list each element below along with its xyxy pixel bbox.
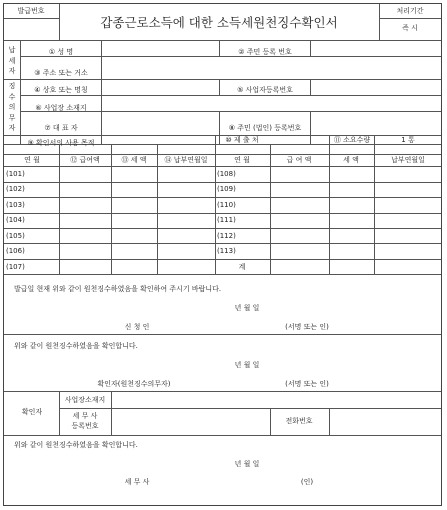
purpose-label: ⑨ 확인서의 사용 목적 — [27, 139, 95, 147]
name-field[interactable] — [102, 41, 218, 56]
business-number-field[interactable] — [311, 80, 440, 95]
company-name-field[interactable] — [102, 80, 218, 95]
col-salary-left: ⑫ 급여액 — [70, 156, 100, 164]
table-row-label: (111) — [217, 216, 236, 224]
form-title: 갑종근로소득에 대한 소득세원천징수확인서 — [100, 15, 338, 30]
confirmer-sign: (서명 또는 인) — [285, 380, 329, 388]
confirmer-bizaddr-field[interactable] — [112, 392, 440, 407]
confirm-text: 위와 같이 원천징수하였음을 확인합니다. — [14, 342, 138, 350]
confirm-date: 년 월 일 — [234, 361, 260, 369]
col-paydate-right: 납부연월일 — [391, 156, 425, 164]
col-salary-right: 급 여 액 — [286, 156, 312, 164]
issue-number-label: 발급번호 — [17, 7, 45, 15]
corp-number-label: ⑧ 주민 (법인) 등록번호 — [228, 124, 302, 132]
processing-period-value: 즉 시 — [402, 24, 418, 32]
address-label: ③ 주소 또는 거소 — [34, 69, 88, 77]
table-row-label: (104) — [6, 216, 25, 224]
submit-to-field[interactable] — [270, 136, 328, 144]
business-number-label: ⑤ 사업자등록번호 — [237, 86, 293, 94]
confirmer-bizaddr-label: 사업장소재지 — [64, 396, 106, 404]
applicant-field[interactable] — [164, 320, 274, 332]
confirm2-text: 위와 같이 원천징수하였음을 확인합니다. — [14, 441, 138, 449]
taxagent-regno-field[interactable] — [112, 409, 269, 434]
name-label: ① 성 명 — [48, 48, 74, 56]
confirmer-label: 확인자(원천징수의무자) — [97, 380, 171, 388]
quantity-label: ⑪ 소요수량 — [333, 136, 371, 144]
submit-to-label: ⑩ 제 출 처 — [225, 136, 259, 144]
rrn-label: ② 주민 등록 번호 — [238, 48, 292, 56]
confirm2-date: 년 월 일 — [234, 460, 260, 468]
confirmer-section-label: 확인자 — [21, 408, 43, 416]
table-row-label: (103) — [6, 201, 25, 209]
business-address-label: ⑥ 사업장 소재지 — [35, 104, 87, 112]
issue-number-field[interactable] — [4, 19, 59, 40]
taxagent-name-field[interactable] — [164, 475, 274, 487]
phone-field[interactable] — [330, 409, 440, 434]
taxagent-label: 세 무 사 — [124, 478, 150, 486]
col-yearmonth-right: 연 월 — [234, 156, 250, 164]
company-name-label: ④ 상호 또는 명칭 — [34, 86, 88, 94]
phone-label: 전화번호 — [285, 417, 313, 425]
table-row-label: (101) — [6, 170, 25, 178]
table-row-label: (108) — [217, 170, 236, 178]
table-row-label: (106) — [6, 247, 25, 255]
table-row-label: (109) — [217, 185, 236, 193]
business-address-field[interactable] — [102, 96, 440, 111]
table-row-label: (105) — [6, 232, 25, 240]
applicant-label: 신 청 인 — [124, 323, 150, 331]
quantity-value: 1 통 — [401, 136, 415, 144]
withholding-certificate-form — [3, 3, 442, 506]
request-date: 년 월 일 — [234, 304, 260, 312]
withholder-section-label: 징 수 의 무 자 — [8, 82, 16, 132]
table-row-label: (107) — [6, 263, 25, 271]
applicant-sign: (서명 또는 인) — [285, 323, 329, 331]
taxagent-seal: (인) — [300, 478, 314, 486]
processing-period-label: 처리기간 — [396, 7, 424, 15]
table-row-label: (102) — [6, 185, 25, 193]
taxagent-regno-label-2: 등록번호 — [71, 422, 99, 430]
taxpayer-section-label: 납 세 자 — [8, 46, 16, 75]
representative-label: ⑦ 대 표 자 — [44, 124, 78, 132]
col-yearmonth-left: 연 월 — [24, 156, 40, 164]
col-tax-right: 세 액 — [343, 156, 359, 164]
col-paydate-left: ⑭ 납부연월일 — [164, 156, 208, 164]
table-row-label: (112) — [217, 232, 236, 240]
table-row-label: (113) — [217, 247, 236, 255]
taxagent-regno-label-1: 세 무 사 — [72, 412, 98, 420]
rrn-field[interactable] — [311, 41, 440, 56]
col-tax-left: ⑬ 세 액 — [121, 156, 147, 164]
table-total-label: 계 — [238, 263, 246, 271]
purpose-field[interactable] — [111, 136, 214, 144]
table-row-label: (110) — [217, 201, 236, 209]
address-field[interactable] — [102, 57, 440, 79]
corp-number-field[interactable] — [311, 112, 440, 143]
request-text: 발급일 현재 위와 같이 원천징수하였음을 확인하여 주시기 바랍니다. — [14, 285, 222, 293]
